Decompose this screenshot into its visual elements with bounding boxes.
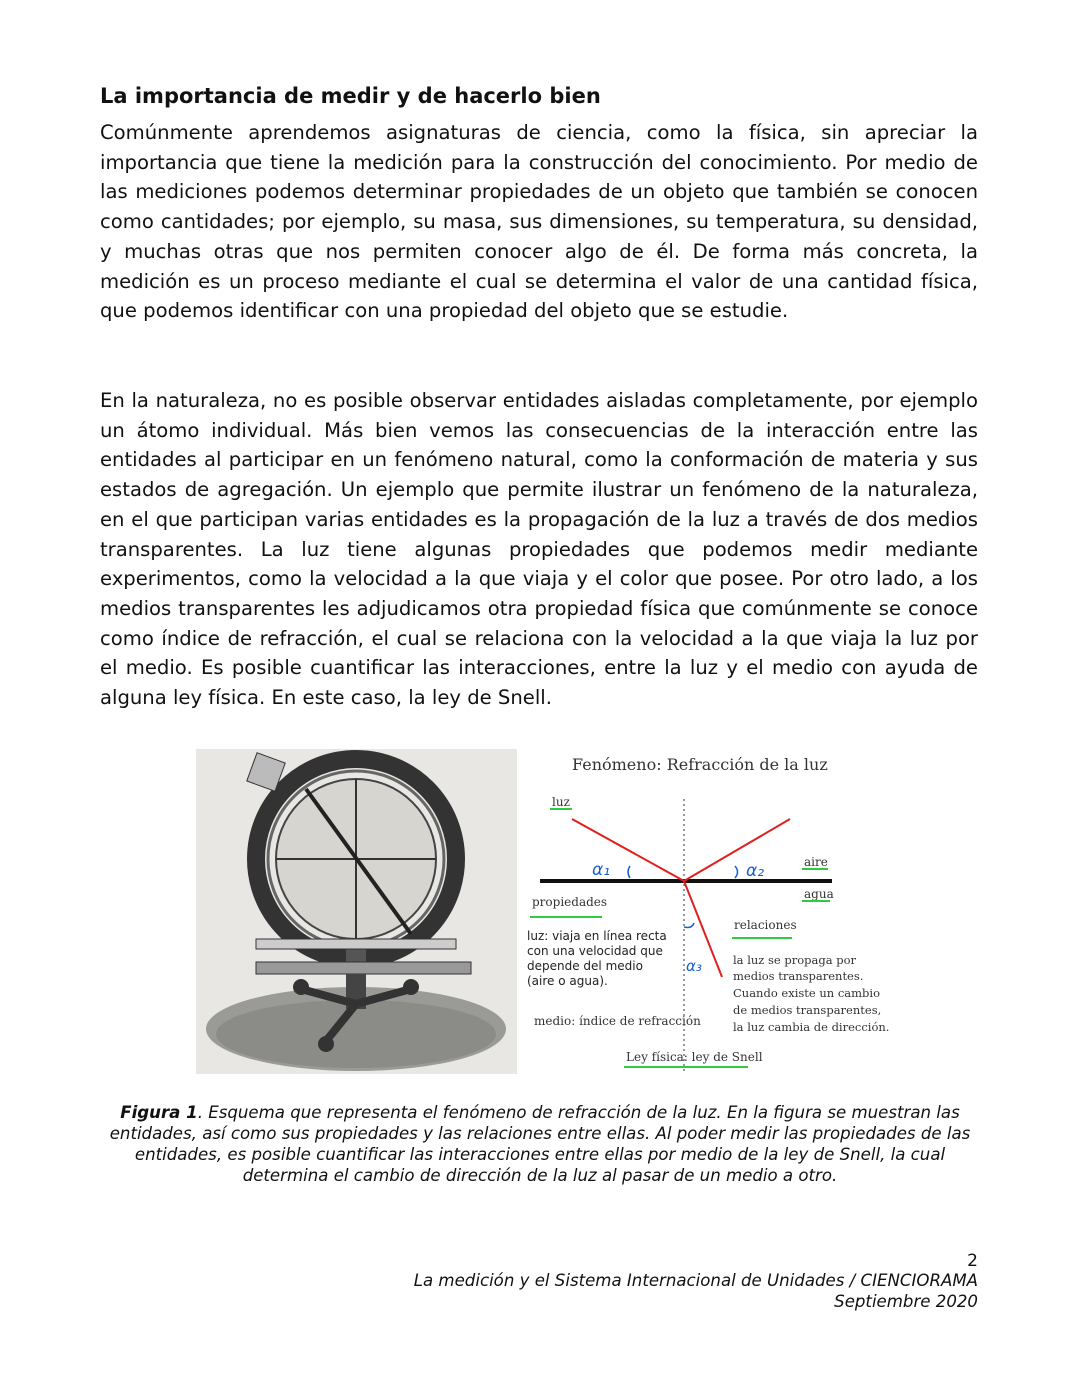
alpha3-arc — [684, 923, 694, 928]
prop-line-3: depende del medio — [527, 959, 643, 973]
alpha1-label: α₁ — [592, 860, 611, 880]
prop-line-2: con una velocidad que — [527, 944, 663, 958]
caption-label: Figura 1 — [120, 1103, 198, 1122]
diagram-title: Fenómeno: Refracción de la luz — [572, 755, 828, 774]
paragraph-2: En la naturaleza, no es posible observar entidades aisladas completamente, por ejemplo un átomo individual. Más bien vemos las consecuencias de la interacción entre las entidades al participar en un fenómeno natural, como la conformación de materia y sus estados de agregación. Un ejemplo que permite ilustrar un fenómeno de la naturaleza, en el que participan varias entidades es la propagación de la luz a través de dos medios transparentes. La luz tiene algunas propiedades que podemos medir mediante experimentos, como la velocidad a la que viaja y el color que posee. Por otro lado, a los medios transparentes les adjudicamos otra propiedad física que comúnmente se conoce como índice de refracción, el cual se relaciona con la velocidad a la que viaja la luz por el medio. Es posible cuantificar las interacciones, entre la luz y el medio con ayuda de alguna ley física. En este caso, la ley de Snell. — [100, 389, 978, 710]
prop-line-1: luz: viaja en línea recta — [527, 929, 667, 943]
caption-text: . Esquema que representa el fenómeno de refracción de la luz. En la figura se muestran las entidades, así como sus propiedades y las relaciones entre ellas. Al poder medir las propiedades de las entidades, es posible cuantificar las interacciones entre ellas por medio de la ley de Snell, la cual determina el cambio de dirección de la luz al pasar de un medio a otro. — [109, 1103, 971, 1185]
alpha2-arc — [735, 866, 738, 878]
figure-caption — [104, 1102, 976, 1186]
rel-line-5: la luz cambia de dirección. — [733, 1020, 890, 1034]
rel-line-2: medios transparentes. — [733, 969, 864, 983]
label-relaciones: relaciones — [734, 918, 797, 932]
page-number: 2 — [967, 1251, 978, 1271]
alpha1-arc — [628, 866, 630, 878]
alpha3-label: α₃ — [686, 957, 702, 975]
alpha2-label: α₂ — [746, 861, 765, 881]
rel-line-1: la luz se propaga por — [733, 953, 857, 967]
footer-title: La medición y el Sistema Internacional de Unidades / CIENCIORAMA — [413, 1271, 978, 1290]
refraction-diagram — [522, 749, 892, 1074]
label-ley: Ley física: ley de Snell — [626, 1050, 763, 1064]
rel-line-3: Cuando existe un cambio — [733, 986, 880, 1000]
paragraph-1: Comúnmente aprendemos asignaturas de ciencia, como la física, sin apreciar la importancia que tiene la medición para la construcción del conocimiento. Por medio de las mediciones podemos determinar propiedades de un objeto que también se conocen como cantidades; por ejemplo, su masa, sus dimensiones, su temperatura, su densidad, y muchas otras que nos permiten conocer algo de él. De forma más concreta, la medición es un proceso mediante el cual se determina el valor de una cantidad física, que podemos identificar con una propiedad del objeto que se estudie. — [100, 121, 978, 323]
section-heading: La importancia de medir y de hacerlo bien — [100, 84, 601, 108]
label-luz: luz — [552, 795, 570, 809]
label-medio: medio: índice de refracción — [534, 1014, 701, 1028]
refraction-apparatus-illustration — [196, 749, 517, 1074]
label-agua: agua — [804, 887, 834, 901]
rel-line-4: de medios transparentes, — [733, 1003, 882, 1017]
label-propiedades: propiedades — [532, 895, 608, 909]
prop-line-4: (aire o agua). — [527, 974, 608, 988]
label-aire: aire — [804, 855, 828, 869]
footer-date: Septiembre 2020 — [834, 1292, 978, 1311]
